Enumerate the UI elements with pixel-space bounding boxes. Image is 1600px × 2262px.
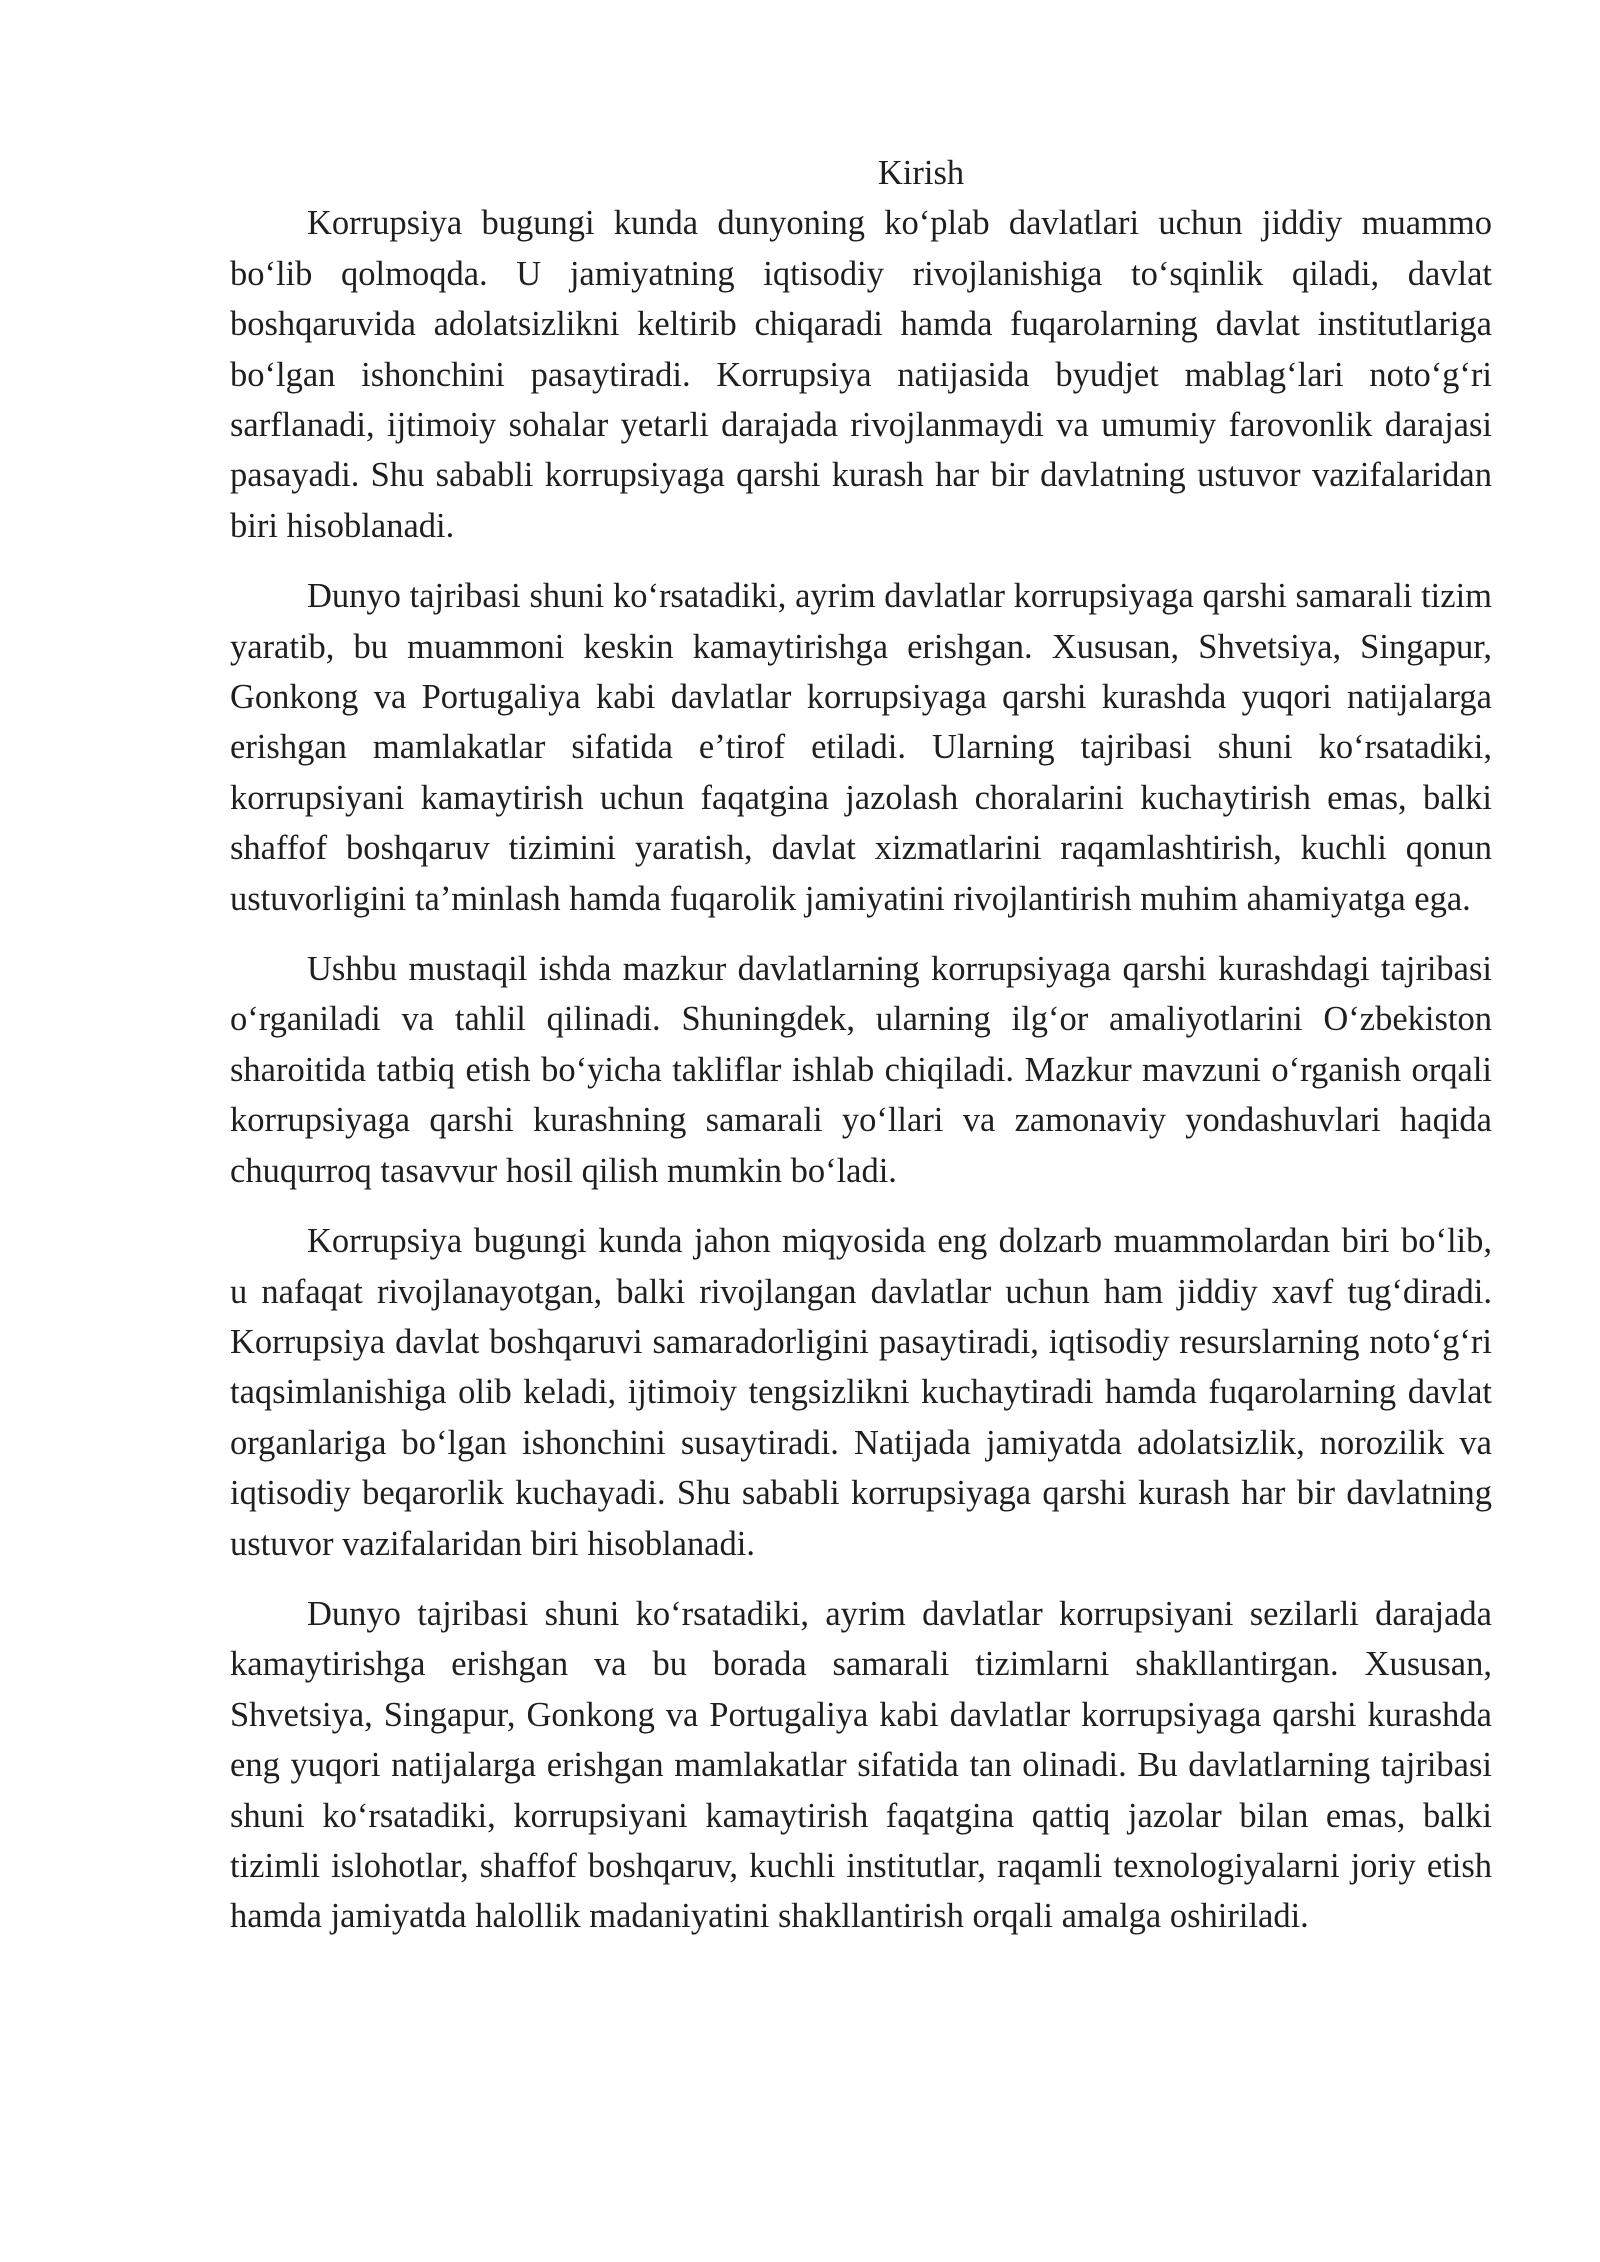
document-body <box>230 148 1492 1962</box>
paragraph-1: Korrupsiya bugungi kunda dunyoning koʻplab davlatlari uchun jiddiy muammo boʻlib qolmoqda. U jamiyatning iqtisodiy rivojlanishiga toʻsqinlik qiladi, davlat boshqaruvida adolatsizlikni keltirib chiqaradi hamda fuqarolarning davlat institutlariga boʻlgan ishonchini pasaytiradi. Korrupsiya natijasida byudjet mablagʻlari notoʻgʻri sarflanadi, ijtimoiy sohalar yetarli darajada rivojlanmaydi va umumiy farovonlik darajasi pasayadi. Shu sababli korrupsiyaga qarshi kurash har bir davlatning ustuvor vazifalaridan biri hisoblanadi. <box>230 204 1492 545</box>
paragraph-2: Dunyo tajribasi shuni koʻrsatadiki, ayrim davlatlar korrupsiyaga qarshi samarali tizim yaratib, bu muammoni keskin kamaytirishga erishgan. Xususan, Shvetsiya, Singapur, Gonkong va Portugaliya kabi davlatlar korrupsiyaga qarshi kurashda yuqori natijalarga erishgan mamlakatlar sifatida eʼtirof etiladi. Ularning tajribasi shuni koʻrsatadiki, korrupsiyani kamaytirish uchun faqatgina jazolash choralarini kuchaytirish emas, balki shaffof boshqaruv tizimini yaratish, davlat xizmatlarini raqamlashtirish, kuchli qonun ustuvorligini taʼminlash hamda fuqarolik jamiyatini rivojlantirish muhim ahamiyatga ega. <box>230 577 1492 918</box>
paragraph-5: Dunyo tajribasi shuni koʻrsatadiki, ayrim davlatlar korrupsiyani sezilarli darajada kamaytirishga erishgan va bu borada samarali tizimlarni shakllantirgan. Xususan, Shvetsiya, Singapur, Gonkong va Portugaliya kabi davlatlar korrupsiyaga qarshi kurashda eng yuqori natijalarga erishgan mamlakatlar sifatida tan olinadi. Bu davlatlarning tajribasi shuni koʻrsatadiki, korrupsiyani kamaytirish faqatgina qattiq jazolar bilan emas, balki tizimli islohotlar, shaffof boshqaruv, kuchli institutlar, raqamli texnologiyalarni joriy etish hamda jamiyatda halollik madaniyatini shakllantirish orqali amalga oshiriladi. <box>230 1594 1492 1936</box>
paragraph-4: Korrupsiya bugungi kunda jahon miqyosida eng dolzarb muammolardan biri boʻlib, u nafaqat rivojlanayotgan, balki rivojlangan davlatlar uchun ham jiddiy xavf tugʻdiradi. Korrupsiya davlat boshqaruvi samaradorligini pasaytiradi, iqtisodiy resurslarning notoʻgʻri taqsimlanishiga olib keladi, ijtimoiy tengsizlikni kuchaytiradi hamda fuqarolarning davlat organlariga boʻlgan ishonchini susaytiradi. Natijada jamiyatda adolatsizlik, norozilik va iqtisodiy beqarorlik kuchayadi. Shu sababli korrupsiyaga qarshi kurash har bir davlatning ustuvor vazifalaridan biri hisoblanadi. <box>230 1222 1492 1563</box>
page-title: Kirish <box>877 154 965 192</box>
paragraph-3: Ushbu mustaqil ishda mazkur davlatlarning korrupsiyaga qarshi kurashdagi tajribasi oʻrganiladi va tahlil qilinadi. Shuningdek, ularning ilgʻor amaliyotlarini Oʻzbekiston sharoitida tatbiq etish boʻyicha takliflar ishlab chiqiladi. Mazkur mavzuni oʻrganish orqali korrupsiyaga qarshi kurashning samarali yoʻllari va zamonaviy yondashuvlari haqida chuqurroq tasavvur hosil qilish mumkin boʻladi. <box>230 950 1492 1190</box>
